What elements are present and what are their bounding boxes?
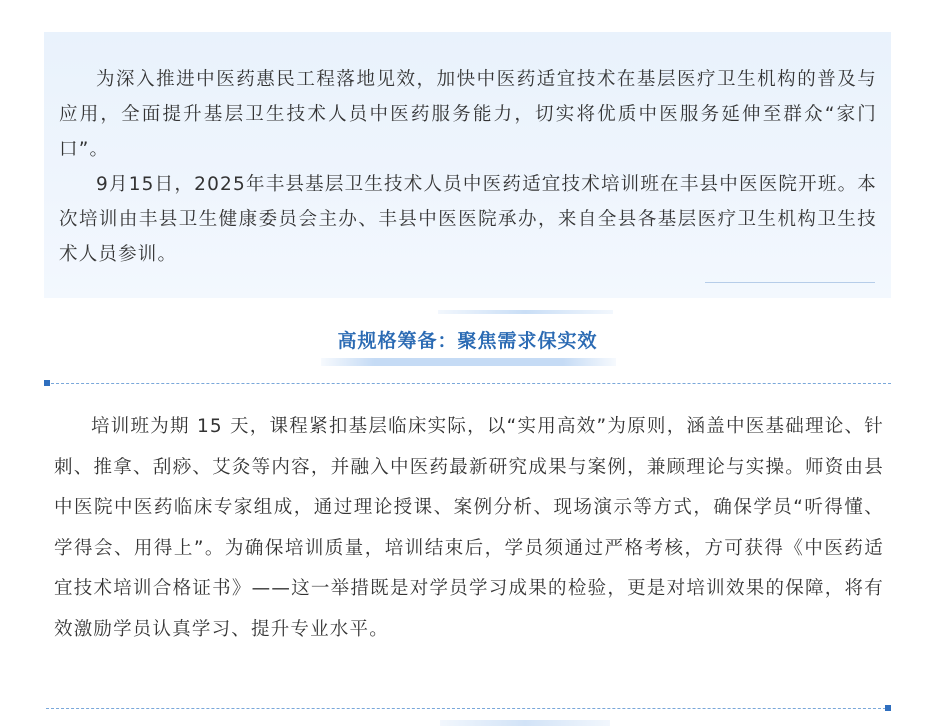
section-divider-top bbox=[46, 383, 891, 384]
intro-box bbox=[44, 32, 891, 298]
divider-left-marker bbox=[44, 380, 50, 386]
intro-paragraph: 为深入推进中医药惠民工程落地见效，加快中医药适宜技术在基层医疗卫生机构的普及与应用，全面提升基层卫生技术人员中医药服务能力，切实将优质中医服务延伸至群众“家门口”。 bbox=[59, 69, 877, 160]
section-body bbox=[54, 407, 884, 650]
section-title: 高规格筹备：聚焦需求保实效 bbox=[337, 330, 598, 352]
intro-paragraph: 9月15日，2025年丰县基层卫生技术人员中医药适宜技术培训班在丰县中医医院开班。本次培训由丰县卫生健康委员会主办、丰县中医医院承办，来自全县各基层医疗卫生机构卫生技术人员参训。 bbox=[59, 174, 877, 265]
title-highlight-decoration bbox=[321, 358, 616, 366]
body-paragraph: 培训班为期 15 天，课程紧扣基层临床实际，以“实用高效”为原则，涵盖中医基础理论、针刺、推拿、刮痧、艾灸等内容，并融入中医药最新研究成果与案例，兼顾理论与实操。师资由县中医院中医药临床专家组成，通过理论授课、案例分析、现场演示等方式，确保学员“听得懂、学得会、用得上”。为确保培训质量，培训结束后，学员须通过严格考核，方可获得《中医药适宜技术培训合格证书》——这一举措既是对学员学习成果的检验，更是对培训效果的保障，将有效激励学员认真学习、提升专业水平。 bbox=[54, 416, 884, 640]
intro-text bbox=[59, 62, 877, 272]
title-top-decoration bbox=[438, 310, 613, 314]
divider-right-marker bbox=[885, 705, 891, 711]
next-section-decoration bbox=[440, 720, 610, 726]
section-divider-bottom bbox=[46, 708, 891, 709]
intro-underline-decoration bbox=[705, 282, 875, 283]
section-heading bbox=[0, 310, 935, 370]
